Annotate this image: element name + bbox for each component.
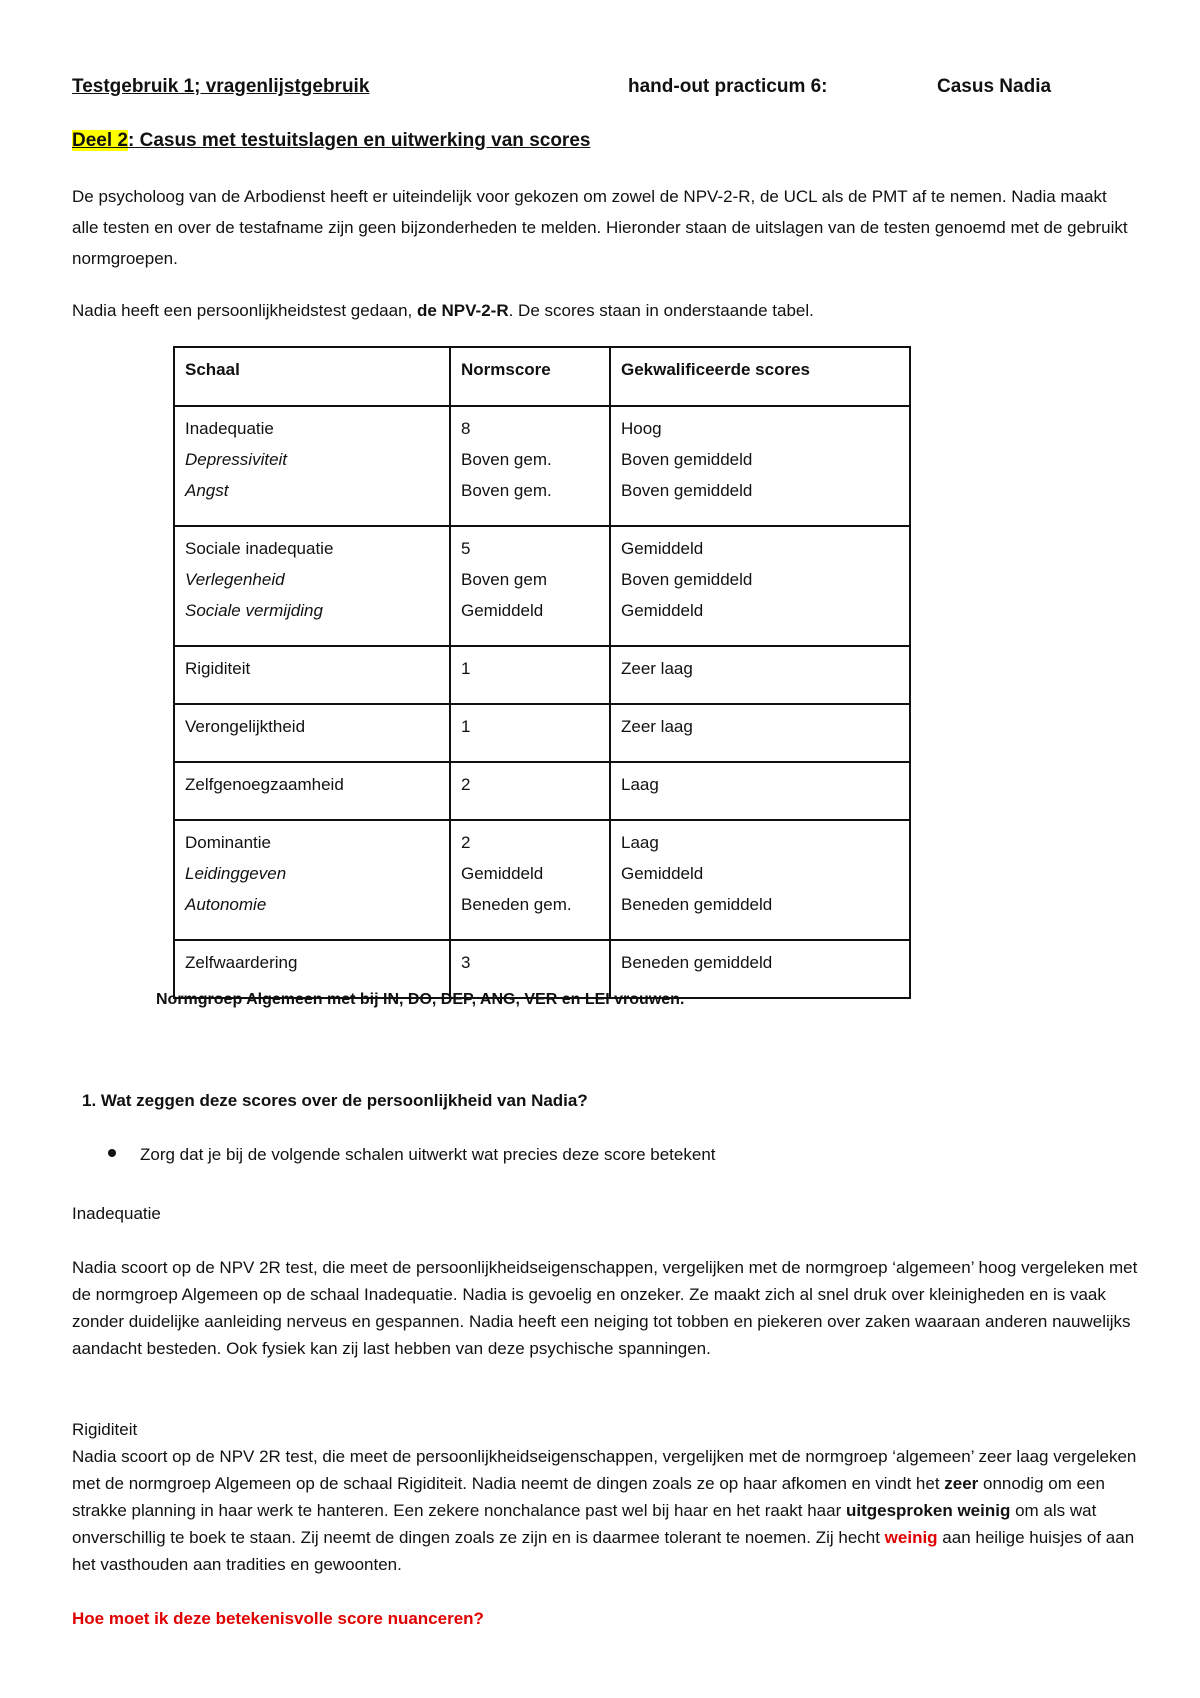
subqualified-value: Boven gemiddeld — [621, 450, 753, 469]
subnormscore-value: Beneden gem. — [461, 895, 572, 914]
table-header-row — [174, 347, 910, 406]
cell-qualified — [610, 762, 910, 820]
cell-normscore — [450, 704, 610, 762]
scale-value: Verongelijktheid — [185, 717, 306, 736]
subscale-value: Autonomie — [185, 895, 267, 914]
normscore-value: 1 — [461, 717, 471, 736]
qualified-value: Gemiddeld — [621, 539, 704, 558]
rigiditeit-b1: zeer — [944, 1474, 979, 1493]
bullet-dot-icon — [108, 1149, 116, 1157]
table-row — [174, 406, 910, 526]
cell-normscore — [450, 406, 610, 526]
subnormscore-value: Gemiddeld — [461, 864, 544, 883]
cell-scale — [174, 820, 450, 940]
subscale-value: Angst — [185, 481, 229, 500]
cell-scale — [174, 526, 450, 646]
bullet-item — [108, 1145, 716, 1165]
subscale-value: Verlegenheid — [185, 570, 285, 589]
test-intro-after: . De scores staan in onderstaande tabel. — [508, 301, 814, 320]
course-title: Testgebruik 1; vragenlijstgebruik — [72, 76, 370, 97]
normscore-value: 2 — [461, 775, 471, 794]
cell-qualified — [610, 646, 910, 704]
rigiditeit-r1: weinig — [884, 1528, 938, 1547]
qualified-value: Beneden gemiddeld — [621, 953, 773, 972]
scale-value: Zelfgenoegzaamheid — [185, 775, 344, 794]
test-intro — [72, 295, 1132, 326]
scale-value: Rigiditeit — [185, 659, 251, 678]
normscore-value: 3 — [461, 953, 471, 972]
table-row — [174, 820, 910, 940]
qualified-value: Laag — [621, 775, 659, 794]
question-1: 1. Wat zeggen deze scores over de persoonlijkheid van Nadia? — [82, 1091, 588, 1110]
normscore-value: 8 — [461, 419, 471, 438]
inadequatie-text: Nadia scoort op de NPV 2R test, die meet de persoonlijkheidseigenschappen, vergelijken met de normgroep ‘algemeen’ hoog vergeleken met de normgroep Algemeen op de schaal Inadequatie. Nadia is gevoelig en onzeker. Ze maakt zich al snel druk over kleinigheden en is vaak zonder duidelijke aanleiding nerveus en gespannen. Nadia heeft een neiging tot tobben en piekeren over zaken waaraan anderen nauwelijks aandacht besteden. Ook fysiek kan zij last hebben van deze psychische spanningen. — [72, 1258, 1138, 1358]
cell-normscore — [450, 762, 610, 820]
scale-value: Dominantie — [185, 833, 271, 852]
subqualified-value: Beneden gemiddeld — [621, 895, 773, 914]
rigiditeit-text — [72, 1443, 1142, 1578]
cell-scale — [174, 940, 450, 998]
rigiditeit-b2: uitgesproken weinig — [845, 1501, 1011, 1520]
rigiditeit-t3: om als wat onverschillig te boek te staan. Zij neemt de dingen zoals ze zijn en is daarmee tolerant te noemen. Zij hecht — [72, 1501, 1097, 1547]
cell-scale — [174, 406, 450, 526]
section-label: Deel 2 — [72, 130, 128, 151]
subnormscore-value: Gemiddeld — [461, 601, 544, 620]
cell-qualified — [610, 940, 910, 998]
normscore-value: 2 — [461, 833, 471, 852]
normscore-value: 5 — [461, 539, 471, 558]
qualified-value: Laag — [621, 833, 659, 852]
inadequatie-heading: Inadequatie — [72, 1204, 161, 1223]
cell-qualified — [610, 406, 910, 526]
section-separator: : — [127, 130, 135, 151]
table-row — [174, 704, 910, 762]
cell-qualified — [610, 820, 910, 940]
handout-label: hand-out practicum 6: — [628, 76, 828, 97]
section-heading — [72, 130, 590, 152]
table-row — [174, 646, 910, 704]
rigiditeit-t2: onnodig om een strakke planning in haar werk te hanteren. Een zekere nonchalance past wel bij haar en het raakt haar — [72, 1474, 1105, 1520]
test-intro-before: Nadia heeft een persoonlijkheidstest gedaan, — [72, 301, 417, 320]
subscale-value: Leidinggeven — [185, 864, 287, 883]
rigiditeit-t4: aan heilige huisjes of aan het vasthouden aan tradities en gewoonten. — [72, 1528, 1135, 1574]
cell-normscore — [450, 646, 610, 704]
header-scale: Schaal — [174, 347, 450, 406]
cell-qualified — [610, 704, 910, 762]
scale-value: Sociale inadequatie — [185, 539, 334, 558]
cell-scale — [174, 762, 450, 820]
cell-scale — [174, 646, 450, 704]
scale-value: Inadequatie — [185, 419, 274, 438]
scores-table — [173, 346, 911, 999]
bullet-text: Zorg dat je bij de volgende schalen uitwerkt wat precies deze score betekent — [140, 1145, 716, 1164]
cell-qualified — [610, 526, 910, 646]
cell-normscore — [450, 820, 610, 940]
test-intro-bold: de NPV-2-R — [416, 301, 509, 320]
subqualified-value: Gemiddeld — [621, 864, 704, 883]
header-normscore: Normscore — [450, 347, 610, 406]
qualified-value: Zeer laag — [621, 717, 693, 736]
subnormscore-value: Boven gem. — [461, 481, 552, 500]
cell-scale — [174, 704, 450, 762]
table-caption: Normgroep Algemeen met bij IN, DO, DEP, ANG, VER en LEI vrouwen. — [156, 991, 685, 1008]
qualified-value: Zeer laag — [621, 659, 693, 678]
cell-normscore — [450, 940, 610, 998]
subqualified-value: Boven gemiddeld — [621, 570, 753, 589]
case-title: Casus Nadia — [937, 76, 1052, 97]
rigiditeit-question: Hoe moet ik deze betekenisvolle score nuanceren? — [72, 1609, 484, 1628]
table-row — [174, 940, 910, 998]
subqualified-value: Boven gemiddeld — [621, 481, 753, 500]
subqualified-value: Gemiddeld — [621, 601, 704, 620]
cell-normscore — [450, 526, 610, 646]
table-row — [174, 526, 910, 646]
rigiditeit-heading: Rigiditeit — [72, 1420, 138, 1439]
table-row — [174, 762, 910, 820]
subnormscore-value: Boven gem — [461, 570, 547, 589]
subnormscore-value: Boven gem. — [461, 450, 552, 469]
subscale-value: Sociale vermijding — [185, 601, 323, 620]
section-title: Casus met testuitslagen en uitwerking van scores — [134, 130, 591, 151]
intro-paragraph: De psycholoog van de Arbodienst heeft er uiteindelijk voor gekozen om zowel de NPV-2-R, de UCL als de PMT af te nemen. Nadia maakt alle testen en over de testafname zijn geen bijzonderheden te melden. Hieronder staan de uitslagen van de testen genoemd met de gebruikt normgroepen. — [72, 187, 1128, 268]
header-qualified: Gekwalificeerde scores — [610, 347, 910, 406]
rigiditeit-t1: Nadia scoort op de NPV 2R test, die meet de persoonlijkheidseigenschappen, vergelijken met de normgroep ‘algemeen’ zeer laag vergeleken met de normgroep Algemeen op de schaal Rigiditeit. Nadia neemt de dingen zoals ze op haar afkomen en vindt het — [72, 1447, 1137, 1493]
scale-value: Zelfwaardering — [185, 953, 298, 972]
subscale-value: Depressiviteit — [185, 450, 288, 469]
normscore-value: 1 — [461, 659, 471, 678]
qualified-value: Hoog — [621, 419, 662, 438]
